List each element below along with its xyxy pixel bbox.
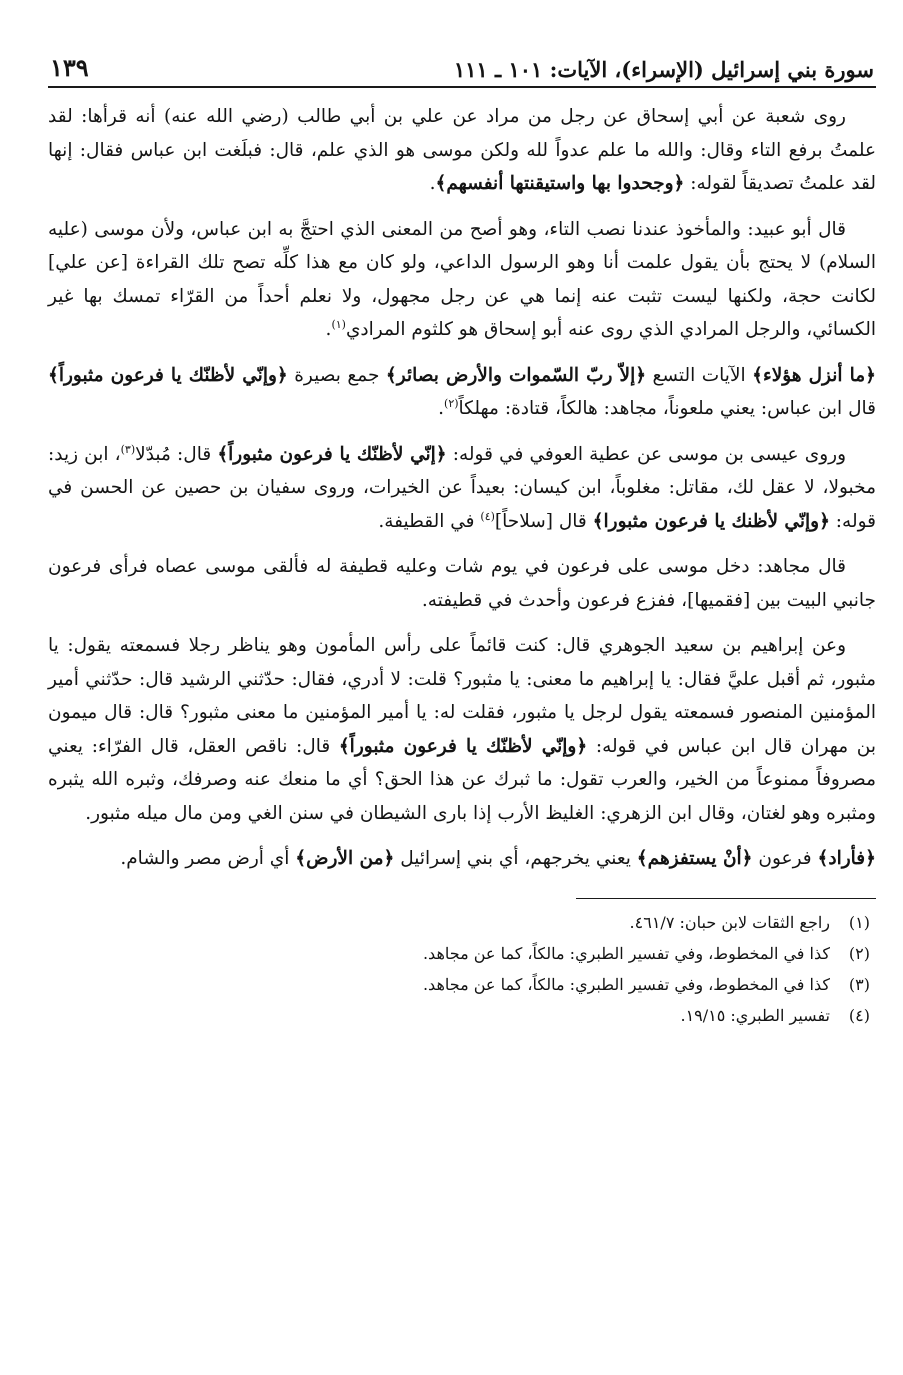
footnote [48, 1000, 876, 1031]
footnote-text: كذا في المخطوط، وفي تفسير الطبري: مالكاً، كما عن مجاهد. [422, 943, 830, 963]
footnote-number: (١) [848, 912, 870, 932]
footnote [48, 969, 876, 1000]
quran-quote: ﴿من الأرض﴾ [295, 848, 395, 869]
paragraph [48, 359, 876, 426]
footnote [48, 907, 876, 938]
paragraph [48, 100, 876, 201]
footnote-text: تفسير الطبري: ١٩/١٥. [680, 1005, 830, 1025]
text-run: قال أبو عبيد: والمأخوذ عندنا نصب التاء، وهو أصح من المعنى الذي احتجَّ به ابن عباس، ولأن موسى (عليه السلام) لا يحتج بأن يقول علمت أنا وهو الرسول الداعي، ولو كان مع هذا كلِّه تصح تلك القراءة [عن علي] لكانت حجة، ولكنها ليست تثبت عنه إنما هي عن رجل مجهول، ولا نعلم أحداً من القرّاء تمسك بها غير الكسائي، والرجل المرادي الذي روى عنه أبو إسحاق هو كلثوم المرادي [48, 218, 876, 340]
quran-quote: ﴿ما أنزل هؤلاء﴾ [752, 364, 877, 386]
paragraph [48, 550, 876, 617]
footnote-reference: (١) [331, 317, 346, 331]
footnote-divider [576, 898, 876, 899]
paragraph [48, 842, 876, 876]
main-text [48, 100, 876, 876]
text-run: قال ابن عباس: يعني ملعوناً، مجاهد: هالكاً، قتادة: مهلكاً [458, 398, 876, 419]
quran-quote: ﴿أنْ يستفزهم﴾ [636, 848, 753, 869]
text-run: وروى عيسى بن موسى عن عطية العوفي في قوله: [446, 443, 847, 465]
text-run: . [429, 173, 436, 194]
quran-quote: ﴿فأراد﴾ [817, 848, 876, 869]
page-number: ١٣٩ [50, 53, 89, 82]
text-run: أي أرض مصر والشام. [120, 848, 296, 869]
page-header [48, 48, 876, 88]
quran-quote: ﴿وإنّي لأظنك يا فرعون مثبورا﴾ [592, 510, 830, 532]
text-run: قال: مُبدّلا [135, 443, 218, 465]
text-run: ، ابن زيد: مخبولا، لا عقل لك، مقاتل: مغلوباً، ابن كيسان: بعيداً عن الخيرات، وروى سفيان بن حصين عن الحسن في قوله: [48, 443, 876, 532]
text-run: يعني يخرجهم، أي بني إسرائيل [394, 848, 637, 869]
book-page [48, 48, 876, 1348]
footnote-reference: (٤) [480, 509, 495, 523]
footnotes [48, 907, 876, 1031]
footnote-reference: (٢) [444, 396, 459, 410]
text-run: . [438, 398, 445, 419]
quran-quote: ﴿وجحدوا بها واستيقنتها أنفسهم﴾ [435, 173, 685, 194]
paragraph [48, 629, 876, 830]
text-run: . [325, 319, 332, 340]
text-run: جمع بصيرة [287, 364, 386, 386]
paragraph [48, 438, 876, 539]
text-run: الآيات التسع [646, 364, 753, 386]
footnote-reference: (٣) [120, 442, 136, 456]
text-run: قال مجاهد: دخل موسى على فرعون في يوم شات وعليه قطيفة له فألقى موسى عصاه فرأى فرعون جانبي البيت بين [فقميها]، ففزع فرعون وأحدث في قطيفته. [48, 556, 876, 611]
footnote-number: (٣) [848, 974, 870, 994]
footnote-number: (٤) [848, 1005, 870, 1025]
quran-quote: ﴿إلاّ ربّ السّموات والأرض بصائر﴾ [385, 364, 647, 386]
text-run: روى شعبة عن أبي إسحاق عن رجل من مراد عن علي بن أبي طالب (رضي الله عنه) أنه قرأها: لقد علمتُ برفع التاء وقال: والله ما علم عدواً لله ولكن موسى هو الذي علم، قال: فبلَغت ابن عباس فقال: إنها لقد علمتُ تصديقاً لقوله: [48, 106, 876, 194]
text-run: قال [سلاحاً] [494, 510, 593, 532]
footnote-number: (٢) [848, 943, 870, 963]
running-header-title: سورة بني إسرائيل (الإسراء)، الآيات: ١٠١ ـ ١١١ [453, 57, 874, 82]
footnote-text: راجع الثقات لابن حبان: ٤٦١/٧. [629, 912, 830, 932]
footnote-text: كذا في المخطوط، وفي تفسير الطبري: مالكاً، كما عن مجاهد. [422, 974, 830, 994]
quran-quote: ﴿وإنّي لأظنّك يا فرعون مثبوراً﴾ [48, 364, 288, 386]
footnote [48, 938, 876, 969]
quran-quote: ﴿إنّي لأظنّك يا فرعون مثبوراً﴾ [217, 443, 447, 465]
quran-quote: ﴿وإنّي لأظنّك يا فرعون مثبوراً﴾ [338, 735, 588, 757]
text-run: في القطيفة. [378, 510, 481, 532]
text-run: فرعون [752, 848, 818, 869]
paragraph [48, 213, 876, 347]
text-run: قال: ناقص العقل، قال الفرّاء: يعني مصروفاً ممنوعاً من الخير، والعرب تقول: ما ثبرك عن هذا الحق؟ أي ما منعك عنه وصرفك، وثبره الله يثبره ومثبره وهو لغتان، وقال ابن الزهري: الغليظ الأرب إذا بارى الشيطان في سنن الغي ومن مال ميله مثبور. [48, 735, 876, 824]
text-run: وعن إبراهيم بن سعيد الجوهري قال: كنت قائماً على رأس المأمون وهو يناظر رجلا فسمعته يقول: يا مثبور، ثم أقبل عليَّ فقال: يا إبراهيم ما معنى: يا مثبور؟ قلت: لا أدري، فقال: حدّثني الرشيد قال: حدّثني أمير المؤمنين المنصور فسمعته يقول لرجل يا مثبور، فقلت له: يا أمير المؤمنين ما معنى مثبور؟ قال: قال ميمون بن مهران قال ابن عباس في قوله: [48, 635, 877, 757]
